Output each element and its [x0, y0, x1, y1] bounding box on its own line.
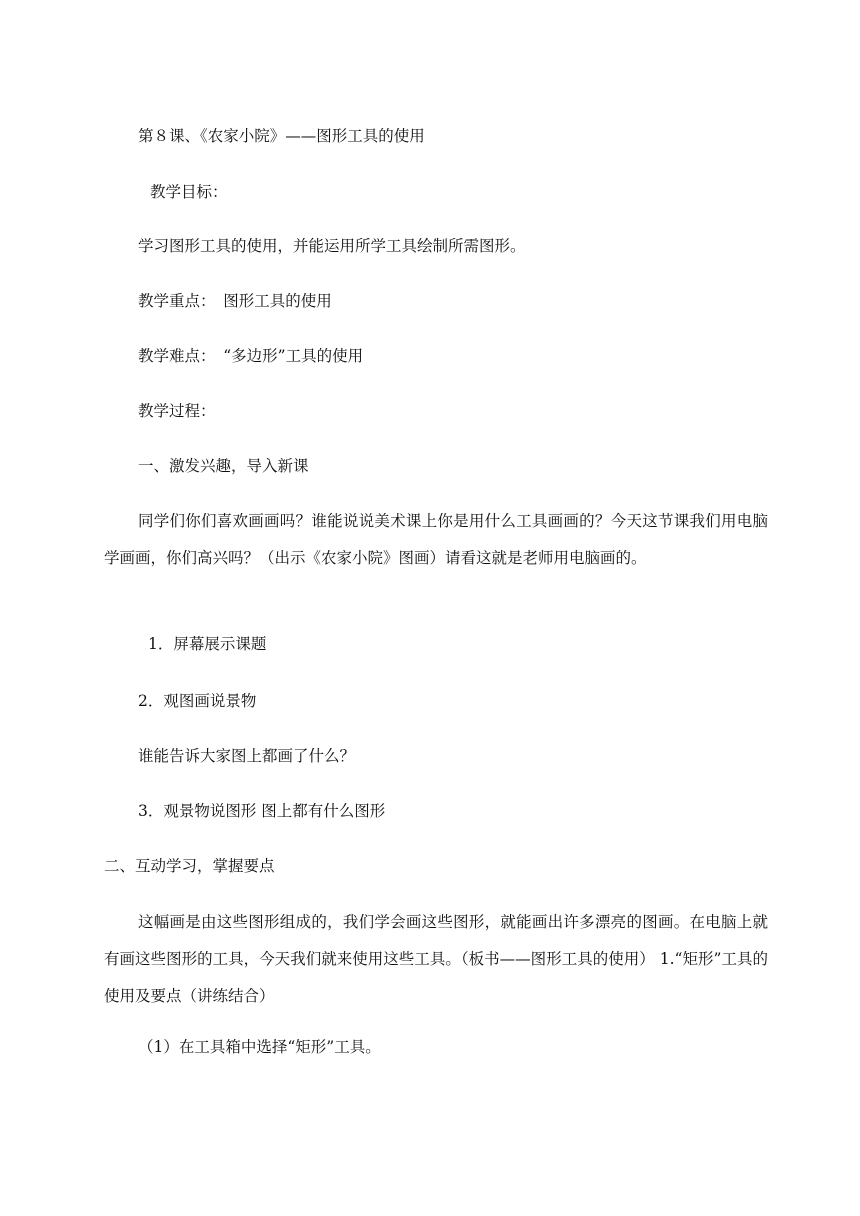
step-1: 1．屏幕展示课题	[148, 635, 267, 653]
lesson-title: 第８课、《农家小院》——图形工具的使用	[138, 127, 425, 145]
substep-1: （1）在工具箱中选择“矩形”工具。	[138, 1038, 381, 1056]
section-2-heading: 二、互动学习，掌握要点	[104, 857, 275, 875]
key-point-line: 教学重点： 图形工具的使用	[138, 292, 332, 310]
objectives-text: 学习图形工具的使用，并能运用所学工具绘制所需图形。	[138, 237, 526, 255]
step-3: 3．观景物说图形 图上都有什么图形	[138, 802, 386, 820]
process-heading: 教学过程：	[138, 402, 216, 420]
section-1-heading: 一、激发兴趣，导入新课	[138, 457, 309, 475]
difficulty-line: 教学难点： “多边形”工具的使用	[138, 347, 364, 365]
objectives-heading: 教学目标：	[150, 183, 228, 201]
step-2: 2．观图画说景物	[138, 692, 257, 710]
step-2-question: 谁能告诉大家图上都画了什么？	[138, 747, 356, 765]
section-2-paragraph: 这幅画是由这些图形组成的，我们学会画这些图形，就能画出许多漂亮的图画。在电脑上就有画这些图形的工具，今天我们就来使用这些工具。（板书——图形工具的使用） 1.“矩形”工具的使用及要点（讲练结合）	[104, 913, 768, 1005]
section-1-paragraph: 同学们你们喜欢画画吗？谁能说说美术课上你是用什么工具画画的？今天这节课我们用电脑学画画，你们高兴吗？（出示《农家小院》图画）请看这就是老师用电脑画的。	[104, 512, 768, 567]
